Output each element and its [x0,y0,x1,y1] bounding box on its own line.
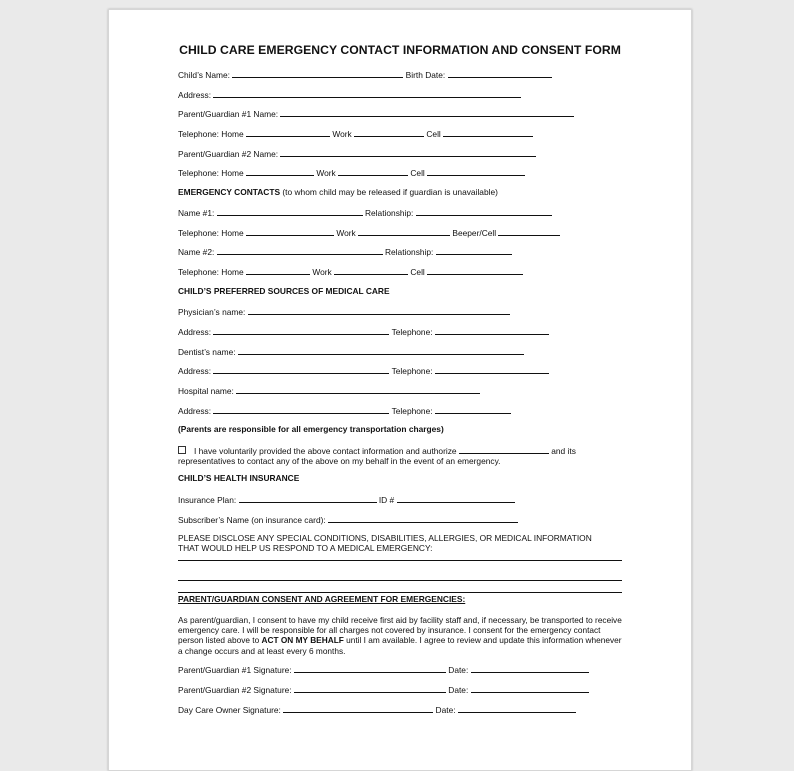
emergency-contacts-title: EMERGENCY CONTACTS [178,187,281,197]
birth-date-field[interactable] [448,69,552,78]
cell-label: Cell [410,168,425,178]
relationship-label: Relationship: [384,247,434,257]
guardian1-name-row [178,108,574,119]
authorization-line1 [178,445,576,456]
work-label: Work [336,228,356,238]
name1-label: Name #1: [178,208,215,218]
guardian2-name-row [178,148,536,159]
contact1-home-phone-field[interactable] [246,227,334,236]
guardian2-home-phone-field[interactable] [246,167,314,176]
authorized-facility-field[interactable] [459,445,549,454]
contact2-name-row [178,246,512,257]
contact2-cell-field[interactable] [427,266,523,275]
contact1-beeper-field[interactable] [498,227,560,236]
telephone-home-label: Telephone: Home [178,228,244,238]
contact2-relationship-field[interactable] [436,246,512,255]
contact1-relationship-field[interactable] [416,207,552,216]
guardian1-name-field[interactable] [280,108,574,117]
date-label: Date: [448,665,469,675]
subscriber-row [178,514,518,525]
dentist-name-field[interactable] [238,346,524,355]
date-label: Date: [435,705,456,715]
contact1-work-phone-field[interactable] [358,227,450,236]
guardian1-phone-row [178,128,533,139]
guardian2-signature-row [178,684,589,695]
contact2-phone-row [178,266,523,277]
contact2-name-field[interactable] [217,246,383,255]
insurance-plan-field[interactable] [239,494,377,503]
owner-signature-field[interactable] [283,704,433,713]
medical-care-heading: CHILD’S PREFERRED SOURCES OF MEDICAL CARE [178,286,390,296]
guardian1-date-field[interactable] [471,664,589,673]
contact2-work-phone-field[interactable] [334,266,408,275]
birth-date-label: Birth Date: [405,70,446,80]
disclose-answer-line-3[interactable] [178,592,622,593]
dentist-address-row [178,365,549,376]
hospital-name-field[interactable] [236,385,480,394]
health-insurance-heading: CHILD’S HEALTH INSURANCE [178,473,300,483]
physician-name-field[interactable] [248,306,510,315]
telephone-home-label: Telephone: Home [178,267,244,277]
childs-name-row [178,69,552,80]
hospital-address-row [178,405,511,416]
guardian2-cell-field[interactable] [427,167,525,176]
guardian2-date-field[interactable] [471,684,589,693]
address-label: Address: [178,366,212,376]
physicians-name-label: Physician’s name: [178,307,246,317]
physician-address-field[interactable] [213,326,389,335]
telephone-home-label: Telephone: Home [178,168,244,178]
contact1-name-field[interactable] [217,207,363,216]
consent-heading: PARENT/GUARDIAN CONSENT AND AGREEMENT FOR EMERGENCIES: [178,594,466,604]
owner-signature-label: Day Care Owner Signature: [178,705,281,715]
guardian1-home-phone-field[interactable] [246,128,330,137]
guardian1-cell-field[interactable] [443,128,533,137]
physician-address-row [178,326,549,337]
dentists-name-label: Dentist’s name: [178,347,236,357]
address-label: Address: [178,406,212,416]
owner-date-field[interactable] [458,704,576,713]
cell-label: Cell [410,267,425,277]
guardian1-signature-label: Parent/Guardian #1 Signature: [178,665,292,675]
guardian2-phone-row [178,167,525,178]
address-label: Address: [178,327,212,337]
beeper-cell-label: Beeper/Cell [452,228,497,238]
dentist-row [178,346,524,357]
insurance-plan-label: Insurance Plan: [178,495,237,505]
dentist-telephone-field[interactable] [435,365,549,374]
physician-telephone-field[interactable] [435,326,549,335]
name2-label: Name #2: [178,247,215,257]
disclose-answer-line-2[interactable] [178,580,622,581]
consent-text-2: until I am available. I agree to review and update this information whenever a change occurs and at least every 6 months. [178,635,622,656]
telephone-label: Telephone: [391,327,433,337]
emergency-contacts-note: (to whom child may be released if guardian is unavailable) [280,187,498,197]
relationship-label: Relationship: [364,208,414,218]
consent-text-bold: ACT ON MY BEHALF [261,635,344,646]
disclose-line2: THAT WOULD HELP US RESPOND TO A MEDICAL EMERGENCY: [178,543,433,553]
telephone-home-label: Telephone: Home [178,129,244,139]
date-label: Date: [448,685,469,695]
address-field[interactable] [213,89,521,98]
form-title: CHILD CARE EMERGENCY CONTACT INFORMATION AND CONSENT FORM [179,43,621,57]
work-label: Work [316,168,336,178]
contact1-phone-row [178,227,560,238]
authorization-text-b: and its [551,446,576,456]
guardian2-signature-field[interactable] [294,684,446,693]
authorization-checkbox[interactable] [178,446,186,454]
emergency-contacts-heading [178,187,498,197]
childs-name-field[interactable] [232,69,403,78]
childs-name-label: Child’s Name: [178,70,230,80]
cell-label: Cell [426,129,441,139]
hospital-address-field[interactable] [213,405,389,414]
document-page [108,9,692,771]
guardian2-name-label: Parent/Guardian #2 Name: [178,149,279,159]
telephone-label: Telephone: [391,366,433,376]
guardian2-name-field[interactable] [280,148,536,157]
owner-signature-row [178,704,576,715]
consent-paragraph [178,615,624,656]
physician-row [178,306,510,317]
hospital-name-label: Hospital name: [178,386,234,396]
authorization-line2: representatives to contact any of the above on my behalf in the event of an emergency. [178,456,501,466]
id-label: ID # [378,495,395,505]
consent-text-1: As parent/guardian, I consent to have my child receive first aid by facility staff and, if necessary, be transported to receive emergency care. I will be responsible for all charges not covered by insurance. I consent for the emergency contact person listed above to [178,615,622,646]
insurance-plan-row [178,494,515,505]
guardian1-name-label: Parent/Guardian #1 Name: [178,109,279,119]
contact1-name-row [178,207,552,218]
subscribers-name-label: Subscriber’s Name (on insurance card): [178,515,326,525]
address-label: Address: [178,90,212,100]
dentist-address-field[interactable] [213,365,389,374]
hospital-telephone-field[interactable] [435,405,511,414]
guardian1-signature-field[interactable] [294,664,446,673]
hospital-row [178,385,480,396]
subscriber-name-field[interactable] [328,514,518,523]
disclose-answer-line-1[interactable] [178,560,622,561]
insurance-id-field[interactable] [397,494,515,503]
address-row [178,89,521,100]
guardian2-work-phone-field[interactable] [338,167,408,176]
guardian1-signature-row [178,664,589,675]
telephone-label: Telephone: [391,406,433,416]
guardian1-work-phone-field[interactable] [354,128,424,137]
guardian2-signature-label: Parent/Guardian #2 Signature: [178,685,292,695]
authorization-text-a: I have voluntarily provided the above contact information and authorize [194,446,457,456]
work-label: Work [312,267,332,277]
disclose-line1: PLEASE DISCLOSE ANY SPECIAL CONDITIONS, DISABILITIES, ALLERGIES, OR MEDICAL INFORMATION [178,533,592,543]
transport-note: (Parents are responsible for all emergency transportation charges) [178,424,444,434]
work-label: Work [332,129,352,139]
contact2-home-phone-field[interactable] [246,266,310,275]
